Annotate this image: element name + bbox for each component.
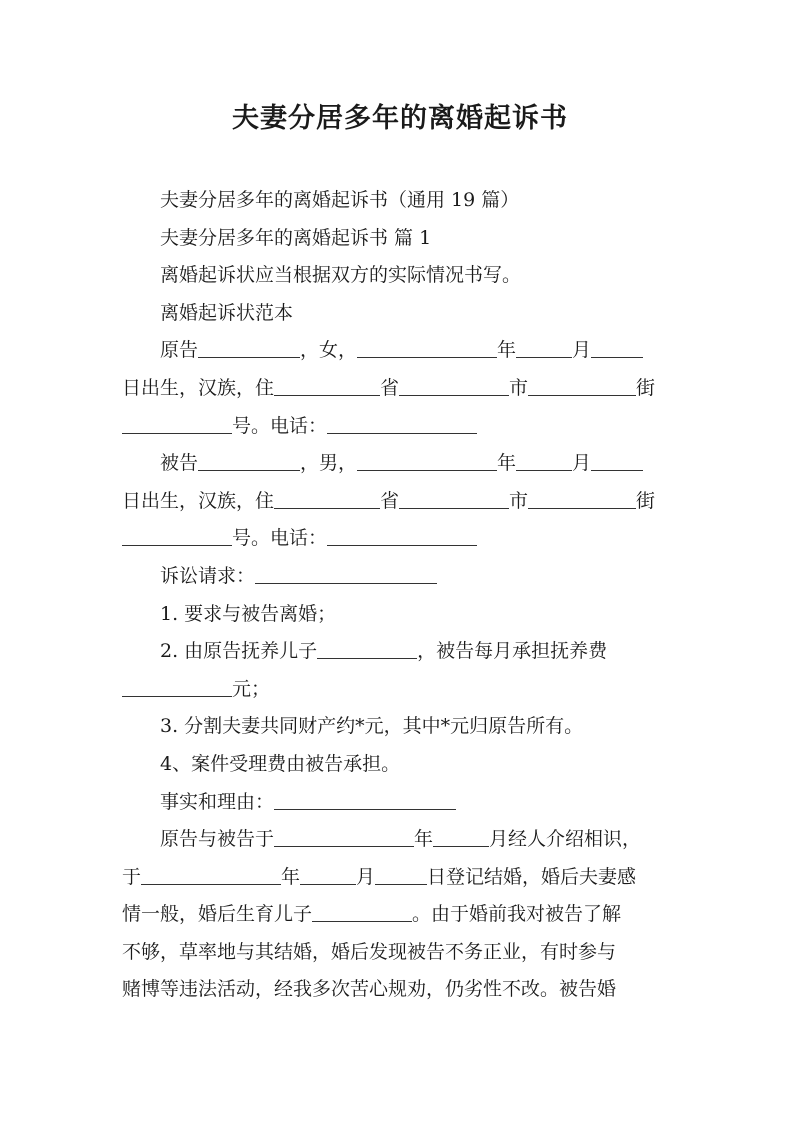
facts-text-2b: 年 — [281, 865, 301, 888]
plaintiff-residence-label: 日出生，汉族，住 — [122, 376, 275, 399]
plaintiff-street-label: 街 — [636, 376, 656, 399]
facts-marriage-month-blank — [300, 865, 356, 885]
plaintiff-phone-blank — [327, 414, 477, 434]
defendant-birth-year-blank — [357, 451, 497, 471]
claims-heading — [122, 558, 682, 596]
defendant-phone-blank — [327, 526, 477, 546]
plaintiff-birth-day-blank — [591, 338, 643, 358]
claims-heading-blank — [255, 564, 437, 584]
plaintiff-province-blank — [274, 376, 380, 396]
plaintiff-block — [122, 332, 682, 445]
defendant-year-label: 年 — [497, 452, 517, 475]
facts-met-year-blank — [274, 827, 414, 847]
defendant-city-label: 市 — [509, 489, 529, 512]
defendant-month-label: 月 — [572, 452, 592, 475]
claim-item-3: 3. 分割夫妻共同财产约*元，其中*元归原告所有。 — [160, 715, 584, 738]
defendant-block — [122, 445, 682, 558]
claim-item-2-text-a: 2. 由原告抚养儿子 — [160, 640, 318, 663]
plaintiff-province-label: 省 — [380, 376, 400, 399]
defendant-province-blank — [274, 489, 380, 509]
facts-text-1c: 月经人介绍相识， — [489, 828, 642, 851]
plaintiff-birth-month-blank — [516, 338, 572, 358]
defendant-province-label: 省 — [380, 489, 400, 512]
paragraph-section-heading: 夫妻分居多年的离婚起诉书 篇 1 — [160, 226, 432, 249]
facts-text-3a: 情一般，婚后生育儿子 — [122, 903, 313, 926]
facts-text-3b: 。由于婚前我对被告了解 — [412, 903, 622, 926]
claim-item-4: 4、案件受理费由被告承担。 — [160, 752, 401, 775]
facts-heading-text: 事实和理由： — [160, 790, 275, 813]
facts-text-2c: 月 — [356, 865, 376, 888]
facts-heading-blank — [274, 790, 456, 810]
facts-son-name-blank — [312, 902, 412, 922]
defendant-phone-label: 号。电话： — [232, 527, 328, 550]
plaintiff-city-blank — [399, 376, 509, 396]
facts-marriage-day-blank — [375, 865, 427, 885]
claim-item-2-text-b: ，被告每月承担抚养费 — [417, 640, 608, 663]
facts-paragraph — [122, 821, 682, 1009]
defendant-residence-label: 日出生，汉族，住 — [122, 489, 275, 512]
defendant-number-blank — [122, 526, 232, 546]
document-body — [122, 182, 682, 1009]
plaintiff-number-blank — [122, 414, 232, 434]
plaintiff-gender: ，女， — [300, 339, 358, 362]
facts-text-1a: 原告与被告于 — [160, 828, 275, 851]
claim-son-name-blank — [317, 639, 417, 659]
plaintiff-month-label: 月 — [572, 339, 592, 362]
facts-text-4: 不够，草率地与其结婚，婚后发现被告不务正业，有时参与 — [122, 940, 617, 963]
defendant-street-label: 街 — [636, 489, 656, 512]
paragraph-intro-title: 夫妻分居多年的离婚起诉书（通用 19 篇） — [160, 189, 520, 211]
defendant-city-blank — [399, 489, 509, 509]
claim-item-2-text-c: 元； — [232, 677, 271, 700]
plaintiff-name-blank — [198, 338, 300, 358]
facts-text-1b: 年 — [414, 828, 434, 851]
plaintiff-city-label: 市 — [509, 376, 529, 399]
plaintiff-street-blank — [528, 376, 636, 396]
facts-marriage-year-blank — [141, 865, 281, 885]
claims-heading-text: 诉讼请求： — [160, 564, 256, 587]
plaintiff-phone-label: 号。电话： — [232, 414, 328, 437]
defendant-label: 被告 — [160, 452, 199, 475]
plaintiff-birth-year-blank — [357, 338, 497, 358]
facts-met-month-blank — [433, 827, 489, 847]
defendant-birth-day-blank — [591, 451, 643, 471]
defendant-name-blank — [198, 451, 300, 471]
plaintiff-label: 原告 — [160, 339, 199, 362]
claim-item-1: 1. 要求与被告离婚； — [160, 602, 337, 625]
claim-item-2 — [122, 633, 682, 708]
facts-text-2a: 于 — [122, 865, 142, 888]
claim-support-amount-blank — [122, 677, 232, 697]
defendant-gender: ，男， — [300, 452, 358, 475]
plaintiff-year-label: 年 — [497, 339, 517, 362]
document-title: 夫妻分居多年的离婚起诉书 — [232, 103, 568, 134]
defendant-street-blank — [528, 489, 636, 509]
paragraph-instruction: 离婚起诉状应当根据双方的实际情况书写。 — [160, 264, 522, 287]
facts-text-2d: 日登记结婚，婚后夫妻感 — [427, 865, 637, 888]
paragraph-template-heading: 离婚起诉状范本 — [160, 301, 294, 324]
facts-heading — [122, 784, 682, 822]
facts-text-5: 赌博等违法活动，经我多次苦心规劝，仍劣性不改。被告婚 — [122, 978, 617, 1001]
defendant-birth-month-blank — [516, 451, 572, 471]
